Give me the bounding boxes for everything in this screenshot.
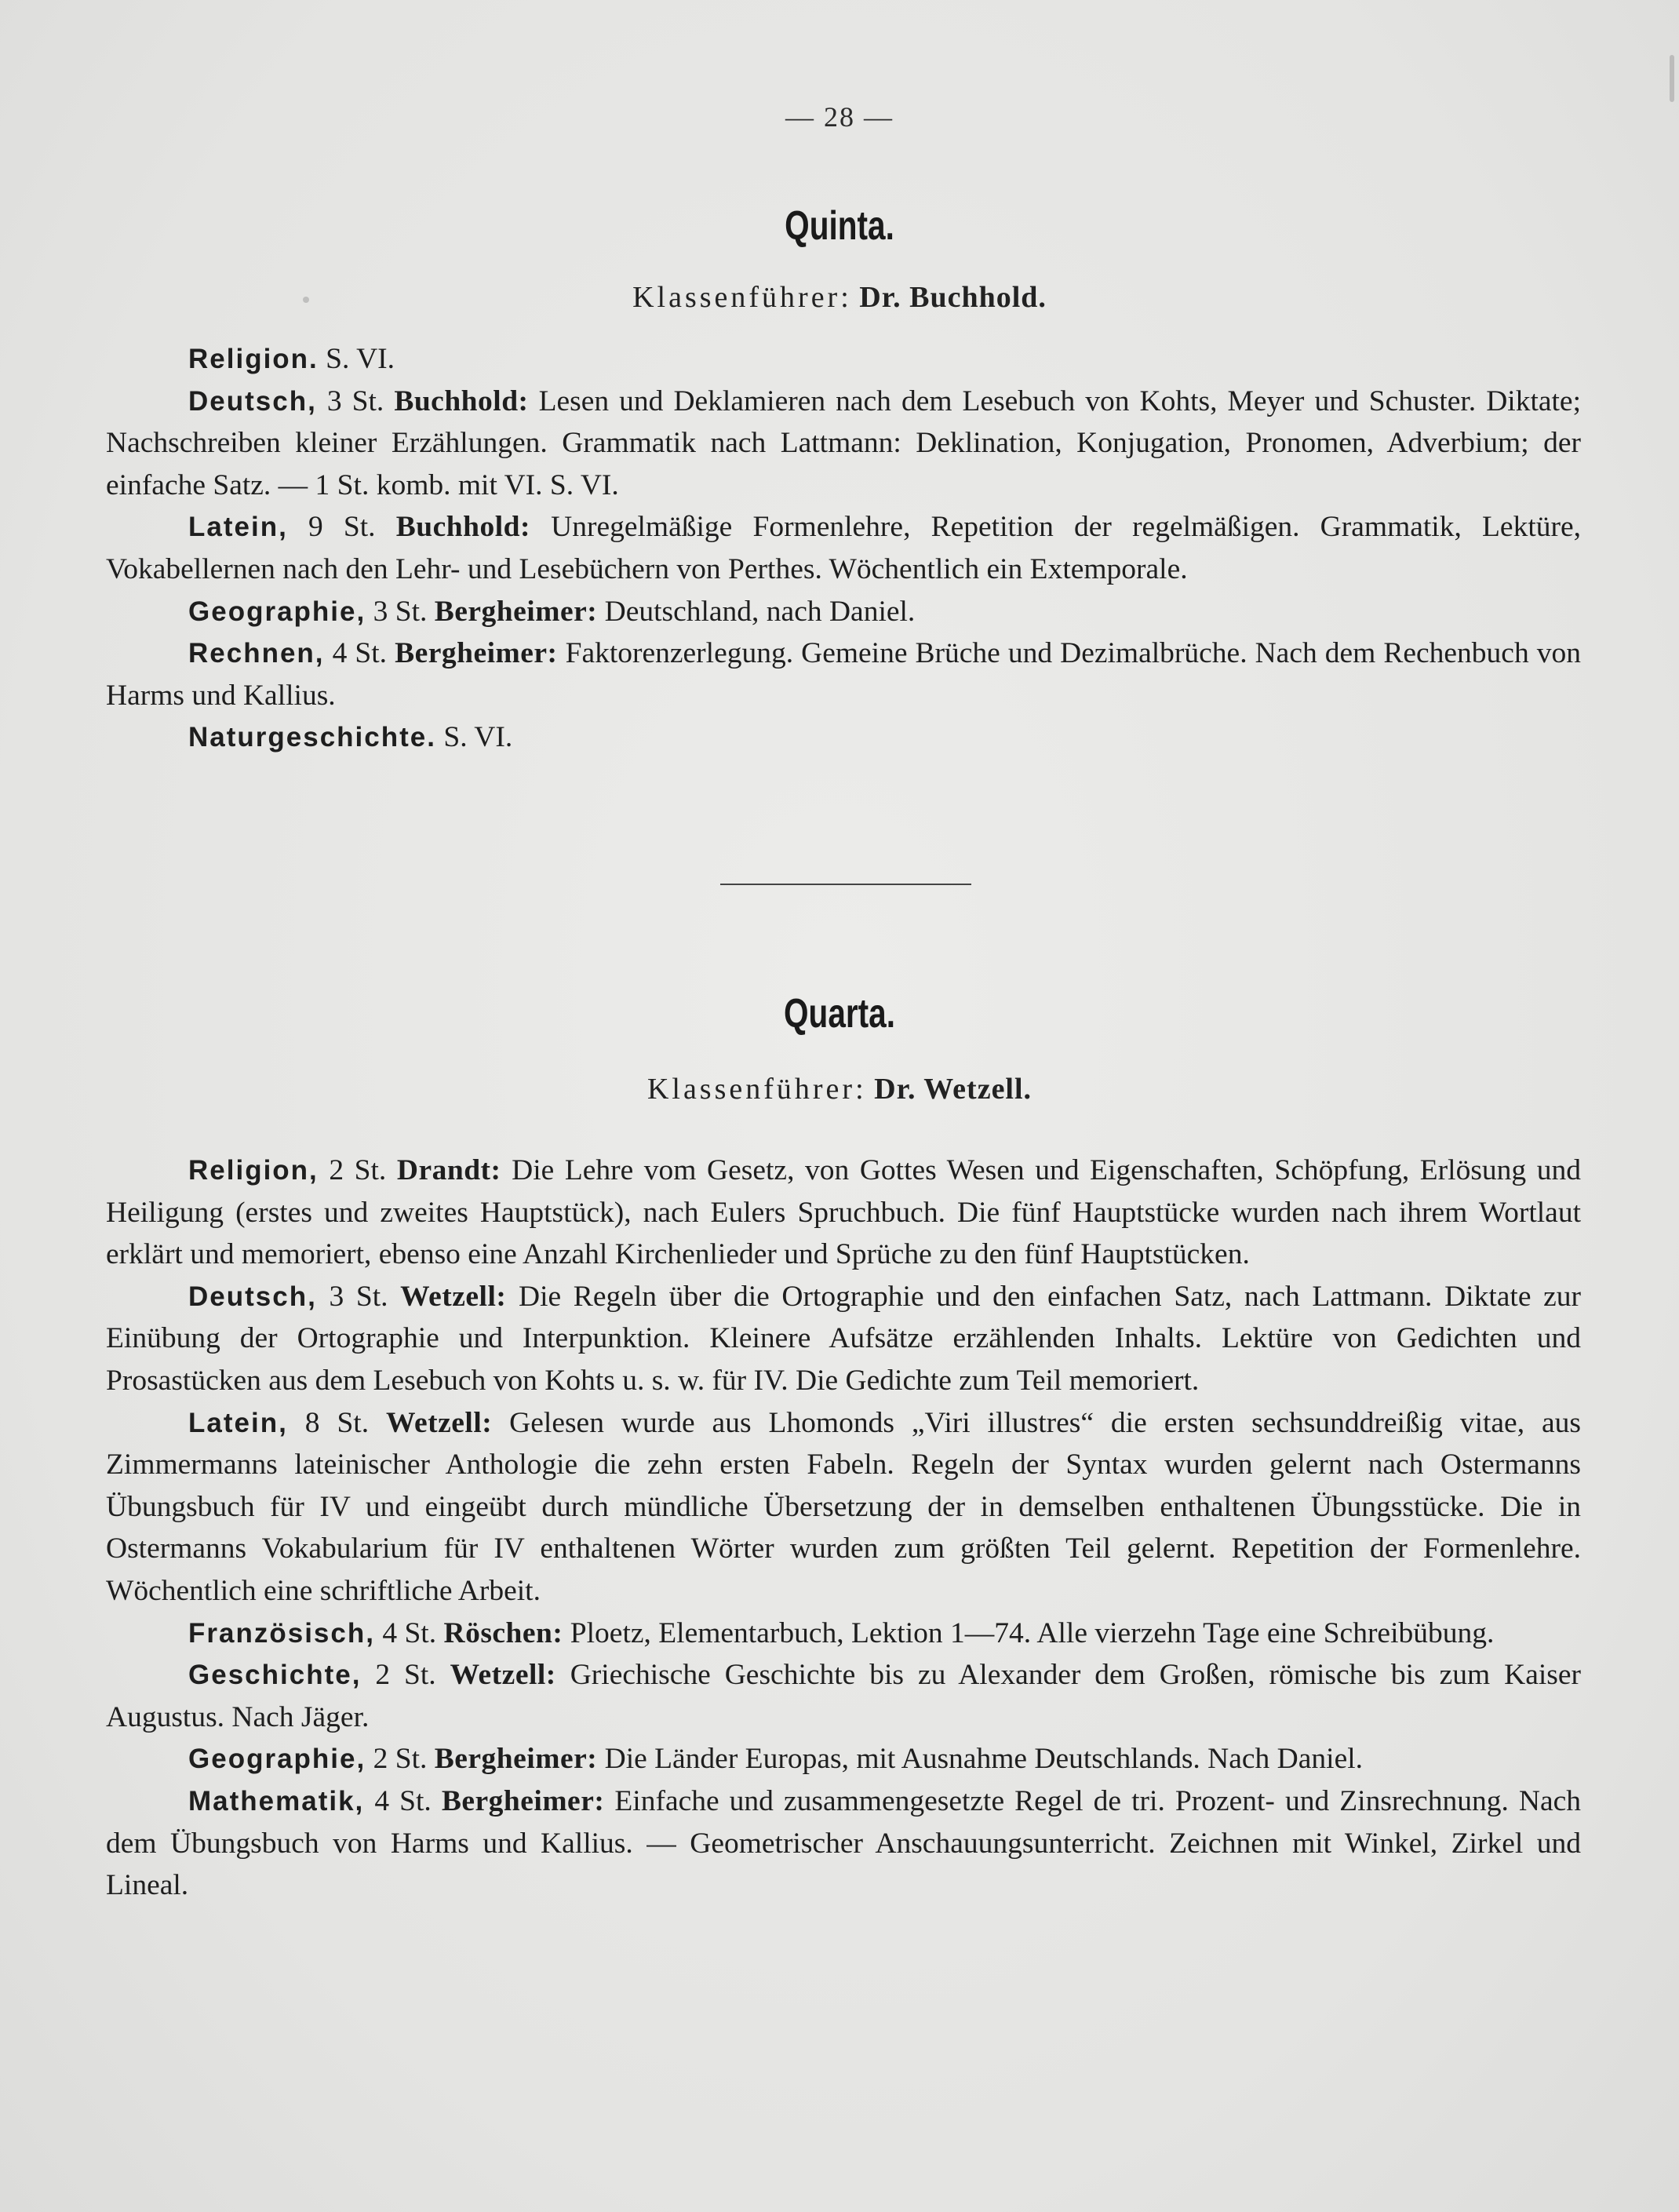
subject-name: Naturgeschichte. [188, 722, 436, 753]
paper-edge-mark [1670, 55, 1674, 102]
subject-entry [106, 338, 1581, 381]
subject-entry [106, 1780, 1581, 1907]
subject-description: Griechische Geschichte bis zu Alexander dem Großen, römische bis zum Kaiser Augustus. Nach Jäger. [106, 1659, 1581, 1733]
section-divider [720, 884, 971, 885]
subject-teacher: Bergheimer: [434, 1743, 598, 1776]
subject-entry [106, 591, 1581, 633]
subject-entry [106, 632, 1581, 716]
subject-entry [106, 1402, 1581, 1613]
subject-entry [106, 381, 1581, 507]
subject-teacher: Wetzell: [400, 1280, 507, 1313]
subject-description: Lesen und Deklamieren nach dem Lesebuch von Kohts, Meyer und Schuster. Diktate; Nachschreiben kleiner Erzählungen. Grammatik nach Lattmann: Deklination, Konjugation, Pronomen, Adverbium; der einfache Satz. — 1 St. komb. mit VI. S. VI. [106, 384, 1581, 501]
subject-teacher: Buchhold: [395, 511, 530, 544]
subject-description: Deutschland, nach Daniel. [597, 595, 916, 628]
subject-description: Gelesen wurde aus Lhomonds „Viri illustres“ die ersten sechsunddreißig vitae, aus Zimmermanns lateinischer Anthologie die zehn ersten Fabeln. Regeln der Syntax wurden gelernt nach Ostermanns Übungsbuch für IV und eingeübt durch mündliche Übersetzung der in demselben enthaltenen Übungsstücke. Die in Ostermanns Vokabularium für IV enthaltenen Wörter wurden zum größten Teil gelernt. Repetition der Formenlehre. Wöchentlich eine schriftliche Arbeit. [106, 1406, 1582, 1607]
subject-description: Einfache und zusammengesetzte Regel de tri. Prozent- und Zinsrechnung. Nach dem Übungsbuch von Harms und Kallius. — Geometrischer Anschauungsunterricht. Zeichnen mit Winkel, Zirkel und Lineal. [106, 1784, 1581, 1902]
subject-name: Religion. [188, 344, 319, 374]
subject-name: Latein, [188, 1407, 288, 1438]
subject-name: Mathematik, [188, 1785, 365, 1817]
quinta-subjects [106, 338, 1581, 759]
subject-name: Französisch, [188, 1617, 375, 1649]
subject-teacher: Röschen: [443, 1616, 563, 1649]
subject-hours: S. VI. [318, 343, 395, 375]
subject-entry [106, 1654, 1581, 1738]
subject-description: Faktorenzerlegung. Gemeine Brüche und Dezimalbrüche. Nach dem Rechenbuch von Harms und Kallius. [106, 637, 1581, 712]
subject-name: Geographie, [188, 596, 366, 627]
subject-hours: 2 St. [366, 1743, 435, 1776]
subject-hours: S. VI. [435, 721, 513, 754]
subject-entry [106, 1150, 1581, 1276]
section-title-quinta: Quinta. [785, 203, 894, 249]
subject-teacher: Bergheimer: [441, 1784, 605, 1817]
class-teacher-label: Klassenführer: [632, 281, 852, 314]
class-teacher-quarta [0, 1072, 1679, 1106]
subject-hours: 4 St. [374, 1616, 444, 1649]
subject-name: Latein, [188, 512, 288, 543]
subject-description: Ploetz, Elementarbuch, Lektion 1—74. Alle vierzehn Tage eine Schreibübung. [563, 1616, 1495, 1649]
class-teacher-name: Dr. Buchhold. [859, 281, 1047, 314]
page-number: — 28 — [785, 101, 894, 133]
class-teacher-quinta [0, 280, 1679, 315]
subject-teacher: Wetzell: [386, 1406, 493, 1439]
subject-name: Geschichte, [188, 1660, 362, 1691]
subject-hours: 2 St. [318, 1154, 397, 1186]
subject-teacher: Buchhold: [394, 384, 529, 417]
class-teacher-label: Klassenführer: [646, 1073, 867, 1106]
quarta-subjects [106, 1150, 1581, 1907]
paper-speck [303, 297, 309, 303]
subject-description: Die Lehre vom Gesetz, von Gottes Wesen und Eigenschaften, Schöpfung, Erlösung und Heiligung (erstes und zweites Hauptstück), nach Eulers Spruchbuch. Die fünf Hauptstücke wurden nach ihrem Wortlaut erklärt und memoriert, ebenso eine Anzahl Kirchenlieder und Sprüche zu den fünf Hauptstücken. [106, 1154, 1581, 1271]
subject-entry [106, 716, 1581, 759]
subject-hours: 4 St. [364, 1784, 442, 1817]
section-title-quarta: Quarta. [783, 991, 896, 1037]
subject-entry [106, 1276, 1581, 1402]
subject-name: Geographie, [188, 1744, 366, 1775]
subject-entry [106, 1613, 1581, 1655]
subject-entry [106, 506, 1581, 590]
subject-name: Deutsch, [188, 1281, 317, 1312]
subject-hours: 4 St. [324, 637, 395, 670]
subject-entry [106, 1738, 1581, 1780]
subject-teacher: Drandt: [396, 1154, 501, 1186]
subject-hours: 3 St. [316, 384, 395, 417]
subject-hours: 8 St. [287, 1406, 387, 1439]
subject-name: Rechnen, [188, 638, 325, 669]
subject-hours: 2 St. [361, 1659, 450, 1692]
class-teacher-name: Dr. Wetzell. [874, 1073, 1033, 1106]
subject-description: Unregelmäßige Formenlehre, Repetition der regelmäßigen. Grammatik, Lektüre, Vokabellernen nach den Lehr- und Lesebüchern von Perthes. Wöchentlich ein Extemporale. [106, 511, 1581, 585]
subject-teacher: Wetzell: [450, 1659, 556, 1692]
subject-hours: 9 St. [287, 511, 396, 544]
subject-name: Religion, [188, 1155, 319, 1186]
subject-description: Die Regeln über die Ortographie und den einfachen Satz, nach Lattmann. Diktate zur Einübung der Ortographie und Interpunktion. Kleinere Aufsätze erzählenden Inhalts. Lektüre von Gedichten und Prosastücken aus dem Lesebuch von Kohts u. s. w. für IV. Die Gedichte zum Teil memoriert. [106, 1280, 1581, 1397]
subject-hours: 3 St. [316, 1280, 401, 1313]
subject-teacher: Bergheimer: [395, 637, 558, 670]
subject-name: Deutsch, [188, 385, 317, 417]
subject-hours: 3 St. [366, 595, 435, 628]
subject-teacher: Bergheimer: [434, 595, 598, 628]
subject-description: Die Länder Europas, mit Ausnahme Deutschlands. Nach Daniel. [597, 1743, 1364, 1776]
